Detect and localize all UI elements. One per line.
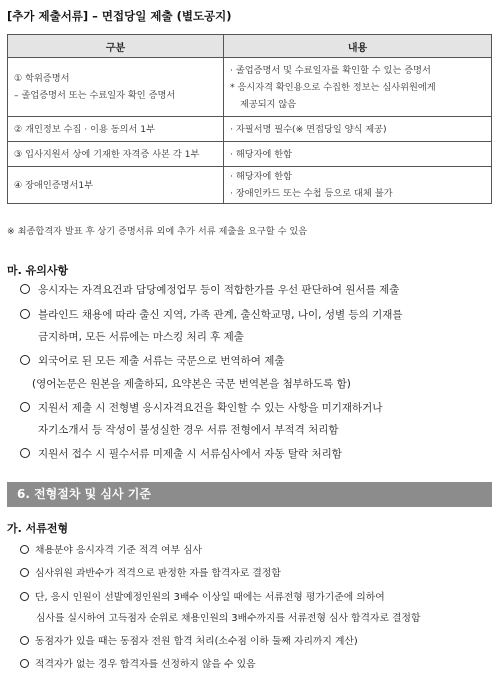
circle-bullet-icon	[20, 309, 30, 319]
cell-line: · 장애인카드 또는 수첩 등으로 대체 불가	[230, 188, 393, 199]
circle-bullet-icon	[20, 659, 29, 668]
circle-bullet-icon	[20, 284, 30, 294]
cell-line: 제공되지 않음	[240, 98, 297, 110]
circle-bullet-icon	[20, 402, 30, 412]
section-heading-notes: 마. 유의사항	[7, 264, 69, 277]
list-item: 지원서 제출 시 전형별 응시자격요건을 확인할 수 있는 사항을 미기재하거나	[20, 400, 382, 415]
list-item-continuation: 금지하며, 모든 서류에는 마스킹 처리 후 제출	[38, 331, 244, 343]
table-footnote: ※ 최종합격자 발표 후 상기 증명서류 외에 추가 서류 제출을 요구할 수 있음	[7, 226, 308, 237]
list-item: 블라인드 채용에 따라 출신 지역, 가족 관계, 출신학교명, 나이, 성별 등의 기재를	[20, 307, 403, 322]
list-item-continuation: 심사를 실시하여 고득점자 순위로 채용인원의 3배수까지를 서류전형 심사 합격자로 결정함	[36, 613, 421, 624]
list-item: 외국어로 된 모든 제출 서류는 국문으로 번역하여 제출	[20, 353, 285, 368]
table-cell-category	[8, 117, 224, 142]
circle-bullet-icon	[20, 636, 29, 645]
table-row	[8, 58, 492, 117]
cell-line: · 해당자에 한함	[230, 171, 293, 182]
list-item: 채용분야 응시자격 기준 적격 여부 심사	[20, 542, 202, 556]
table-cell-content	[224, 117, 492, 142]
list-item-continuation: 자기소개서 등 작성이 불성실한 경우 서류 전형에서 부적격 처리함	[38, 424, 339, 436]
table-row	[8, 117, 492, 142]
table-cell-content	[224, 142, 492, 167]
submission-table	[7, 34, 492, 204]
cell-line: · 자필서명 필수(※ 면접당일 양식 제공)	[230, 123, 387, 135]
table-header-row	[8, 35, 492, 58]
cell-line: · 졸업증명서 및 수료일자를 확인할 수 있는 증명서	[230, 64, 431, 76]
cell-line: · 해당자에 한함	[230, 148, 293, 160]
table-cell-category	[8, 142, 224, 167]
cell-line: ④ 장애인증명서1부	[14, 179, 94, 191]
page-title: [추가 제출서류] – 면접당일 제출 (별도공지)	[7, 9, 232, 23]
section-banner: 6. 전형절차 및 심사 기준	[7, 482, 492, 507]
cell-line: ③ 입사지원서 상에 기재한 자격증 사본 각 1부	[14, 148, 200, 160]
cell-line: ① 학위증명서	[14, 73, 70, 84]
list-item: 적격자가 없는 경우 합격자를 선정하지 않을 수 있음	[20, 656, 256, 670]
list-item-continuation: (영어논문은 원본을 제출하되, 요약본은 국문 번역본을 첨부하도록 함)	[32, 378, 351, 390]
table-cell-category	[8, 58, 224, 117]
cell-line: ② 개인정보 수집 · 이용 동의서 1부	[14, 123, 156, 135]
table-cell-content	[224, 58, 492, 117]
section-heading-document-screening: 가. 서류전형	[7, 522, 69, 535]
list-item: 응시자는 자격요건과 담당예정업무 등이 적합한가를 우선 판단하여 원서를 제출	[20, 282, 399, 297]
table-header-category: 구분	[8, 35, 224, 58]
list-item: 지원서 접수 시 필수서류 미제출 시 서류심사에서 자동 탈락 처리함	[20, 446, 342, 461]
table-header-content: 내용	[224, 35, 492, 58]
list-item: 동점자가 있을 때는 동점자 전원 합격 처리(소수점 이하 둘째 자리까지 계산)	[20, 633, 358, 647]
table-cell-category	[8, 167, 224, 204]
circle-bullet-icon	[20, 568, 29, 577]
circle-bullet-icon	[20, 355, 30, 365]
list-item: 단, 응시 인원이 선발예정인원의 3배수 이상일 때에는 서류전형 평가기준에 의하여	[20, 589, 385, 603]
table-cell-content	[224, 167, 492, 204]
cell-line: – 졸업증명서 또는 수료일자 확인 증명서	[14, 90, 176, 101]
table-row	[8, 142, 492, 167]
table-row	[8, 167, 492, 204]
cell-line: * 응시자격 확인용으로 수집한 정보는 심사위원에게	[230, 81, 436, 93]
circle-bullet-icon	[20, 545, 29, 554]
circle-bullet-icon	[20, 448, 30, 458]
circle-bullet-icon	[20, 592, 29, 601]
list-item: 심사위원 과반수가 적격으로 판정한 자를 합격자로 결정함	[20, 565, 281, 579]
